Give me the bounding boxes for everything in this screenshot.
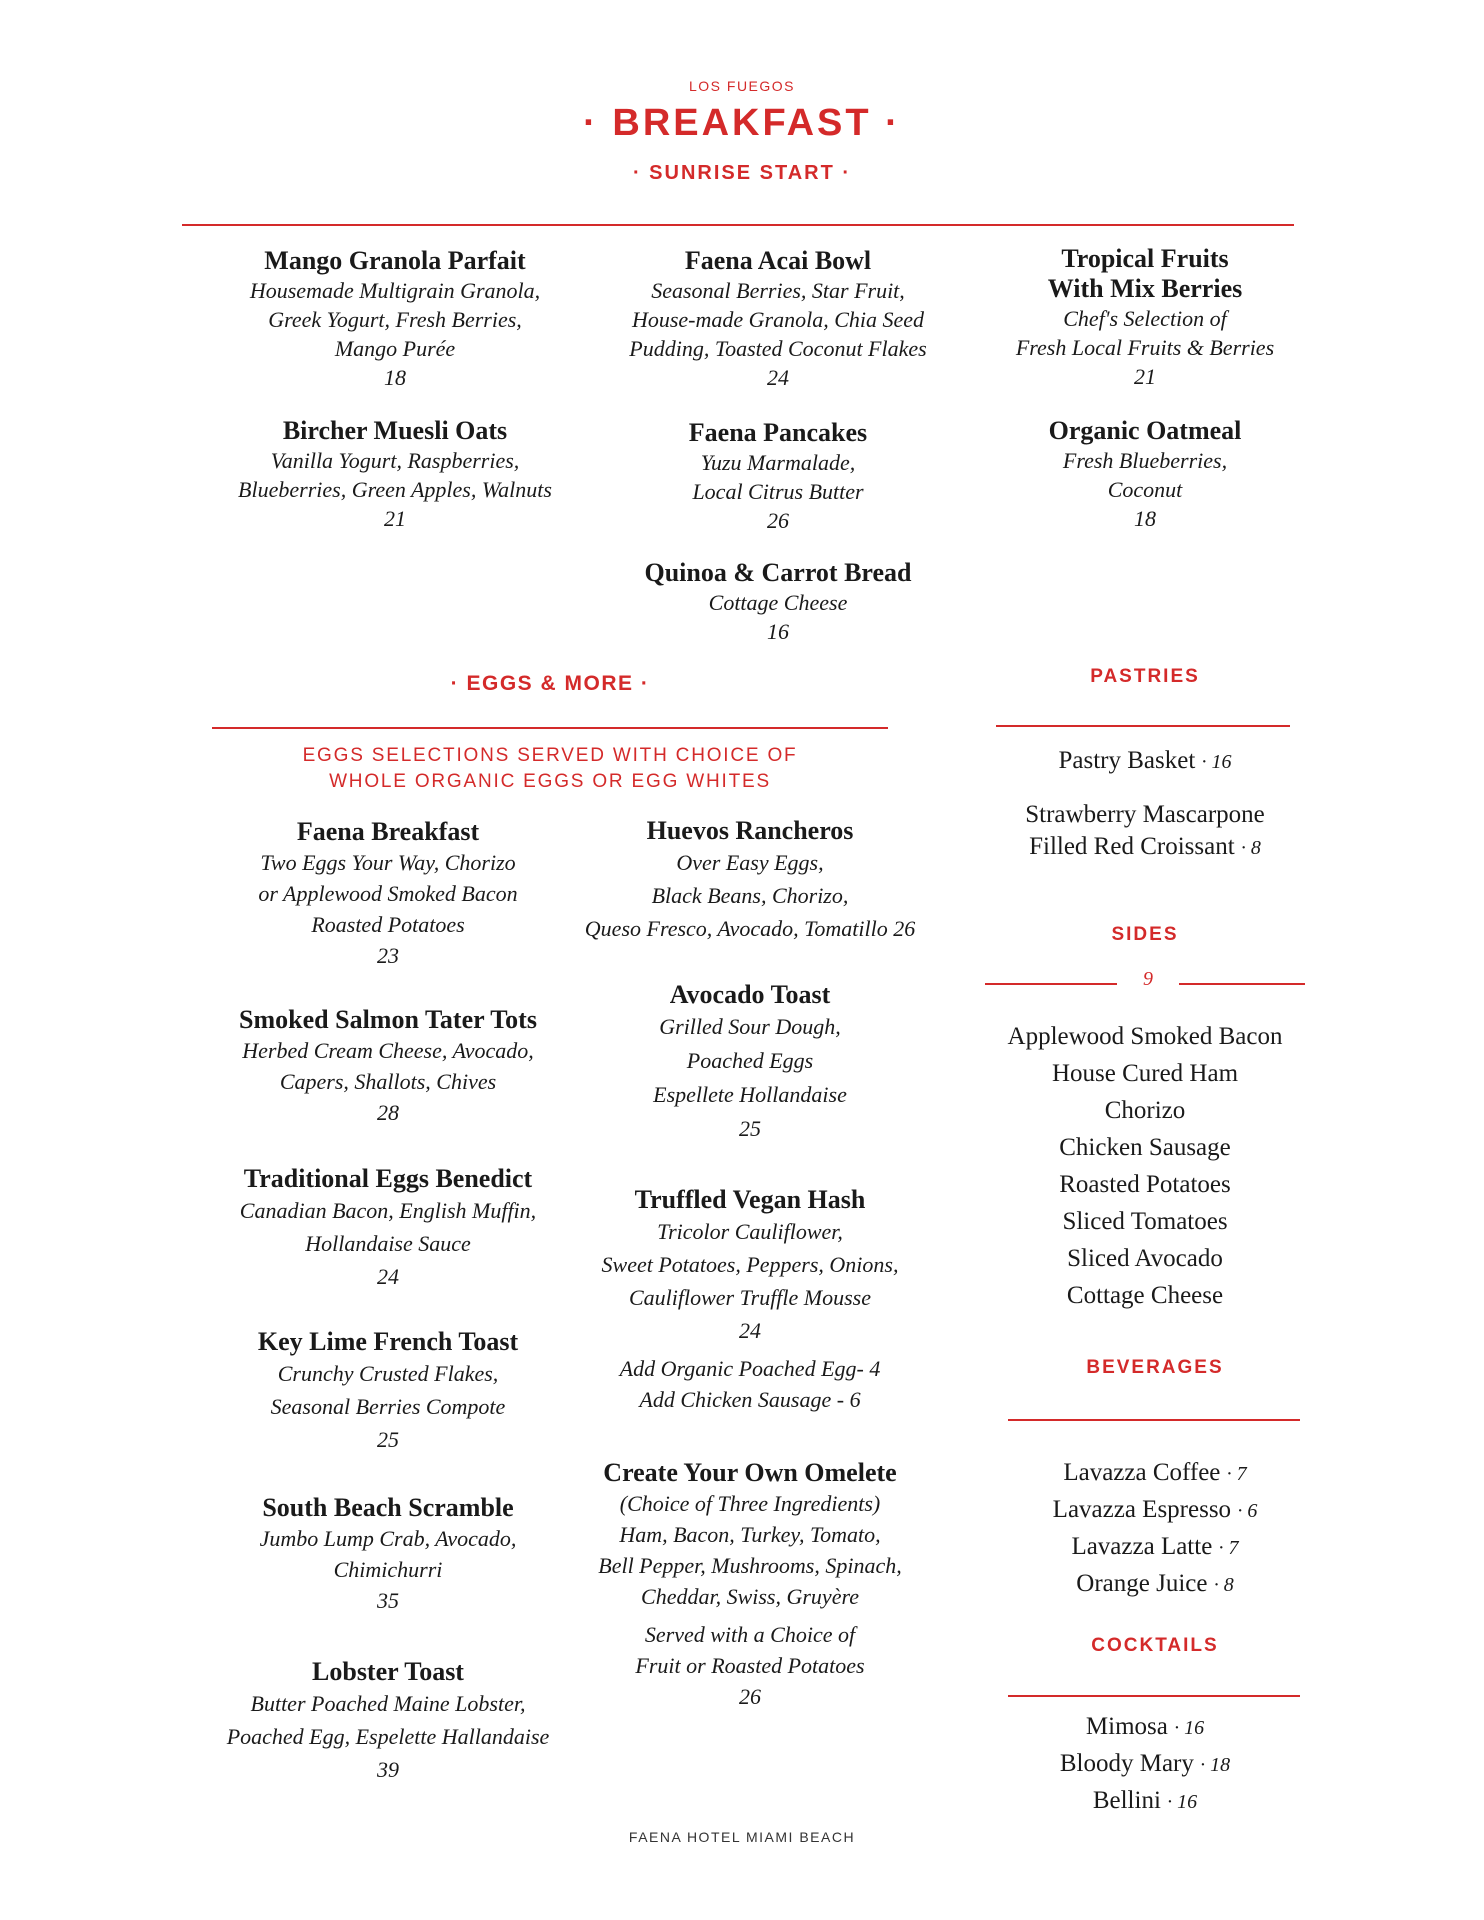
item-desc: Mango Purée xyxy=(334,336,456,361)
item-addon: Fruit or Roasted Potatoes xyxy=(635,1653,865,1678)
item-name: Tropical Fruits With Mix Berries xyxy=(1047,244,1243,303)
menu-item xyxy=(578,418,978,535)
item-desc: House-made Granola, Chia Seed xyxy=(631,307,925,332)
menu-item xyxy=(578,558,978,646)
list-item: Chorizo xyxy=(1104,1097,1186,1124)
divider-beverages xyxy=(1008,1419,1300,1421)
item-desc: Chimichurri xyxy=(333,1557,443,1582)
list-item: Sliced Tomatoes xyxy=(1062,1208,1228,1235)
item-name: Faena Acai Bowl xyxy=(684,246,872,275)
divider-top xyxy=(182,224,1294,226)
item-name: Traditional Eggs Benedict xyxy=(243,1164,533,1193)
cocktails-list xyxy=(985,1709,1305,1820)
item-desc: Cottage Cheese xyxy=(708,590,848,615)
item-desc: Jumbo Lump Crab, Avocado, xyxy=(259,1526,517,1551)
item-name: Lobster Toast xyxy=(312,1657,464,1686)
item-price: 21 xyxy=(384,506,406,531)
menu-item xyxy=(195,416,595,533)
item-desc: Grilled Sour Dough, xyxy=(659,1014,841,1039)
item-desc: Roasted Potatoes xyxy=(311,912,465,937)
item-name: Truffled Vegan Hash xyxy=(634,1185,866,1214)
item-desc: Yuzu Marmalade, xyxy=(700,450,856,475)
item-price: 35 xyxy=(377,1588,399,1613)
item-name: Bircher Muesli Oats xyxy=(282,416,508,445)
item-desc: Black Beans, Chorizo, xyxy=(651,883,849,908)
item-price: 28 xyxy=(377,1100,399,1125)
menu-item xyxy=(208,1493,568,1616)
list-item: Roasted Potatoes xyxy=(1059,1171,1231,1198)
item-name: South Beach Scramble xyxy=(262,1493,514,1522)
menu-item xyxy=(195,246,595,392)
item-desc: Seasonal Berries Compote xyxy=(270,1394,506,1419)
item-desc: (Choice of Three Ingredients) xyxy=(619,1491,881,1516)
item-price: 24 xyxy=(377,1264,399,1289)
item-price: 24 xyxy=(767,365,789,390)
page-title: · BREAKFAST · xyxy=(583,102,901,144)
item-desc: Cheddar, Swiss, Gruyère xyxy=(641,1584,859,1609)
menu-item xyxy=(560,816,940,945)
item-desc: Hollandaise Sauce xyxy=(305,1231,471,1256)
item-desc: Chef's Selection of xyxy=(1063,306,1227,331)
item-price: 26 xyxy=(739,1684,761,1709)
item-addon: Add Chicken Sausage - 6 xyxy=(639,1387,861,1412)
menu-item xyxy=(578,246,978,392)
item-desc: Herbed Cream Cheese, Avocado, xyxy=(242,1038,534,1063)
item-name: Key Lime French Toast xyxy=(257,1327,519,1356)
item-price: 21 xyxy=(1134,364,1156,389)
item-name: Avocado Toast xyxy=(669,980,831,1009)
item-desc: Fresh Blueberries, xyxy=(1062,448,1228,473)
item-desc: or Applewood Smoked Bacon xyxy=(258,881,518,906)
item-desc: Bell Pepper, Mushrooms, Spinach, xyxy=(598,1553,902,1578)
item-price: 26 xyxy=(767,508,789,533)
menu-item xyxy=(208,1005,568,1128)
section-title-sunrise: · SUNRISE START · xyxy=(632,162,852,184)
menu-item xyxy=(208,1657,568,1786)
item-price: 18 xyxy=(384,365,406,390)
item-desc: Greek Yogurt, Fresh Berries, xyxy=(268,307,522,332)
divider-eggs xyxy=(212,727,888,729)
item-name: Mango Granola Parfait xyxy=(264,246,526,275)
item-desc: Sweet Potatoes, Peppers, Onions, xyxy=(601,1252,899,1277)
divider-cocktails xyxy=(1008,1695,1300,1697)
item-addon: Served with a Choice of xyxy=(644,1622,856,1647)
section-title-sides: SIDES xyxy=(1111,924,1179,945)
divider-sides-left xyxy=(985,983,1117,985)
list-item: Chicken Sausage xyxy=(1059,1134,1231,1161)
item-name: Organic Oatmeal xyxy=(1048,416,1242,445)
list-item: Bloody Mary · 18 xyxy=(1059,1750,1231,1777)
menu-item xyxy=(208,1327,568,1456)
list-item: Cottage Cheese xyxy=(1066,1282,1224,1309)
menu-item xyxy=(560,1185,940,1415)
menu-item xyxy=(208,817,568,971)
menu-item xyxy=(560,980,940,1146)
item-price: 39 xyxy=(377,1757,399,1782)
sides-price: 9 xyxy=(1143,968,1153,990)
list-item: House Cured Ham xyxy=(1051,1060,1239,1087)
item-price: 25 xyxy=(377,1427,399,1452)
list-item: Strawberry Mascarpone xyxy=(1025,801,1265,828)
list-item: Lavazza Coffee · 7 xyxy=(1063,1459,1247,1486)
item-price: 16 xyxy=(767,619,789,644)
item-desc: Butter Poached Maine Lobster, xyxy=(250,1691,526,1716)
item-desc: Queso Fresco, Avocado, Tomatillo 26 xyxy=(584,916,916,941)
section-title-beverages: BEVERAGES xyxy=(1086,1357,1224,1378)
item-name: Huevos Rancheros xyxy=(646,816,854,845)
item-desc: Vanilla Yogurt, Raspberries, xyxy=(270,448,520,473)
sides-list xyxy=(985,1018,1305,1314)
item-desc: Poached Eggs xyxy=(686,1048,814,1073)
item-desc: Tricolor Cauliflower, xyxy=(657,1219,843,1244)
item-desc: Coconut xyxy=(1107,477,1183,502)
item-desc: Two Eggs Your Way, Chorizo xyxy=(260,850,516,875)
item-name: Quinoa & Carrot Bread xyxy=(644,558,912,587)
item-name: Smoked Salmon Tater Tots xyxy=(239,1005,537,1034)
list-item: Pastry Basket · 16 xyxy=(1058,747,1232,774)
eggs-note-line: WHOLE ORGANIC EGGS OR EGG WHITES xyxy=(329,771,771,792)
list-item: Applewood Smoked Bacon xyxy=(1007,1023,1283,1050)
pastries-list xyxy=(985,742,1305,864)
item-desc: Canadian Bacon, English Muffin, xyxy=(239,1198,537,1223)
item-desc: Fresh Local Fruits & Berries xyxy=(1015,335,1275,360)
eggs-note-line: EGGS SELECTIONS SERVED WITH CHOICE OF xyxy=(302,745,798,766)
menu-item xyxy=(560,1458,940,1712)
item-desc: Local Citrus Butter xyxy=(692,479,864,504)
list-item: Lavazza Espresso · 6 xyxy=(1052,1496,1258,1523)
item-price: 25 xyxy=(739,1116,761,1141)
divider-pastries xyxy=(996,725,1290,727)
item-desc: Pudding, Toasted Coconut Flakes xyxy=(629,336,927,361)
item-name: Faena Pancakes xyxy=(688,418,868,447)
footer-hotel-name: FAENA HOTEL MIAMI BEACH xyxy=(628,1829,856,1845)
section-title-pastries: PASTRIES xyxy=(1090,666,1200,687)
item-desc: Over Easy Eggs, xyxy=(676,850,824,875)
item-desc: Ham, Bacon, Turkey, Tomato, xyxy=(619,1522,881,1547)
eggs-note xyxy=(212,743,888,795)
item-desc: Capers, Shallots, Chives xyxy=(279,1069,497,1094)
item-price: 23 xyxy=(377,943,399,968)
list-item: Orange Juice · 8 xyxy=(1076,1570,1234,1597)
menu-item xyxy=(208,1164,568,1293)
item-desc: Housemade Multigrain Granola, xyxy=(249,278,541,303)
item-name: Faena Breakfast xyxy=(296,817,480,846)
item-desc: Seasonal Berries, Star Fruit, xyxy=(651,278,905,303)
menu-item xyxy=(990,416,1300,533)
list-item: Mimosa · 16 xyxy=(1085,1713,1205,1740)
item-desc: Blueberries, Green Apples, Walnuts xyxy=(238,477,552,502)
menu-item xyxy=(990,244,1300,391)
list-item: Bellini · 16 xyxy=(1092,1787,1198,1814)
item-desc: Poached Egg, Espelette Hallandaise xyxy=(226,1724,550,1749)
beverages-list xyxy=(995,1455,1315,1603)
list-item: Sliced Avocado xyxy=(1067,1245,1223,1272)
item-price: 24 xyxy=(739,1318,761,1343)
item-desc: Cauliflower Truffle Mousse xyxy=(628,1285,872,1310)
divider-sides-right xyxy=(1179,983,1305,985)
item-addon: Add Organic Poached Egg- 4 xyxy=(619,1356,881,1381)
brand-name: LOS FUEGOS xyxy=(688,78,796,94)
item-name: Create Your Own Omelete xyxy=(603,1458,897,1487)
section-title-eggs: · EGGS & MORE · xyxy=(450,672,650,695)
item-price: 18 xyxy=(1134,506,1156,531)
list-item: Lavazza Latte · 7 xyxy=(1071,1533,1239,1560)
item-desc: Crunchy Crusted Flakes, xyxy=(277,1361,499,1386)
section-title-cocktails: COCKTAILS xyxy=(1091,1635,1219,1656)
item-desc: Espellete Hollandaise xyxy=(653,1082,847,1107)
list-item: Filled Red Croissant · 8 xyxy=(1029,833,1261,860)
